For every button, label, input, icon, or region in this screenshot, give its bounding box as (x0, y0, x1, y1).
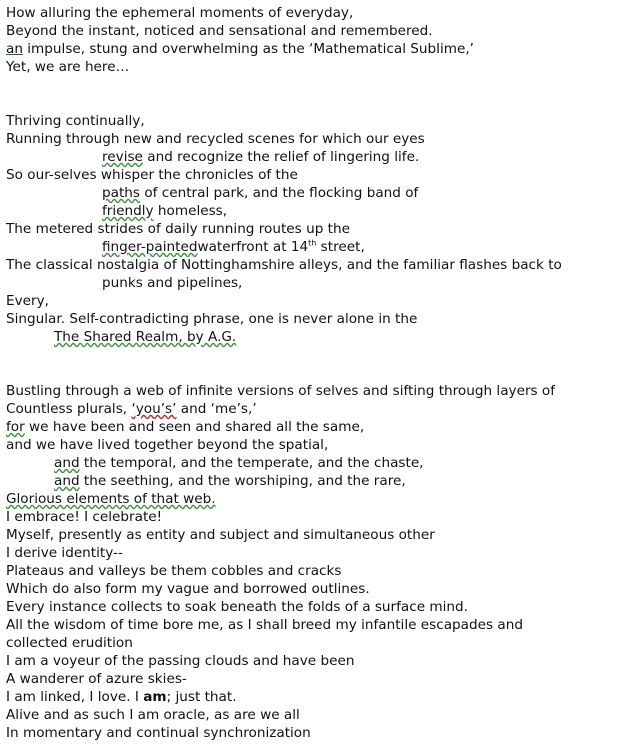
line-text: The classical nostalgia of Nottinghamshire alleys, and the familiar flashes back to (6, 257, 562, 273)
line-text: Thriving continually, (6, 113, 145, 129)
poem-line (6, 598, 468, 616)
poem-line (6, 58, 129, 76)
underlined-word: and (54, 473, 80, 489)
line-text: Bustling through a web of infinite versions of selves and sifting through layers of (6, 383, 556, 399)
line-text: punks and pipelines, (102, 275, 243, 291)
line-text: impulse, stung and overwhelming as the ‘Mathematical Sublime,’ (22, 41, 474, 57)
emphasized-word: am (143, 689, 167, 705)
line-text: A wanderer of azure skies- (6, 671, 187, 687)
poem-line (6, 634, 133, 652)
underlined-word: friendly (102, 203, 154, 219)
line-text: I am linked, I love. I (6, 689, 144, 705)
poem-line (6, 652, 354, 670)
poem-line (102, 238, 365, 256)
underlined-word: paths (102, 185, 140, 201)
poem-line (6, 490, 216, 508)
poem-line (6, 166, 298, 184)
poem-line (6, 220, 350, 238)
line-text: Singular. Self-contradicting phrase, one is never alone in the (6, 311, 418, 327)
line-text: of central park, and the flocking band of (140, 185, 419, 201)
line-text: How alluring the ephemeral moments of everyday, (6, 5, 354, 21)
poem-line (6, 22, 433, 40)
underlined-word: finger-painted (102, 239, 198, 255)
underlined-word: revise (102, 149, 143, 165)
line-text: Running through new and recycled scenes for which our eyes (6, 131, 425, 147)
poem-line (6, 616, 523, 634)
poem-line (6, 292, 49, 310)
line-text: and recognize the relief of lingering life. (142, 149, 420, 165)
poem-line (6, 4, 353, 22)
signature-line: The Shared Realm, by A.G. (54, 329, 237, 345)
poem-line (6, 310, 417, 328)
superscript: th (308, 238, 317, 248)
line-text: and we have lived together beyond the spatial, (6, 437, 329, 453)
poem-line (6, 526, 435, 544)
line-text: the seething, and the worshiping, and the rare, (79, 473, 406, 489)
line-text: Every, (6, 293, 49, 309)
line-text: collected erudition (6, 635, 133, 651)
line-text: Yet, we are here… (6, 59, 130, 75)
line-text: All the wisdom of time bore me, as I shall breed my infantile escapades and (6, 617, 523, 633)
underlined-word: an (6, 41, 23, 57)
line-text: Plateaus and valleys be them cobbles and cracks (6, 563, 342, 579)
poem-line (6, 706, 300, 724)
poem-line (102, 148, 419, 166)
poem-line (6, 688, 237, 706)
poem-line (6, 40, 474, 58)
poem-line (6, 580, 370, 598)
line-text: So our-selves whisper the chronicles of the (6, 167, 298, 183)
poem-line (6, 112, 145, 130)
line-text: I embrace! I celebrate! (6, 509, 163, 525)
poem-line (54, 454, 424, 472)
underlined-word: ‘you’s’ (131, 401, 177, 417)
line-text: Beyond the instant, noticed and sensational and remembered. (6, 23, 433, 39)
poem-line (6, 130, 425, 148)
line-text: Countless plurals, (6, 401, 132, 417)
poem-line (6, 724, 311, 742)
poem-line (6, 418, 364, 436)
poem-line (54, 472, 406, 490)
line-text: and ‘me’s,’ (176, 401, 257, 417)
line-text: ; just that. (166, 689, 237, 705)
poem-line (54, 328, 236, 346)
line-text: homeless, (153, 203, 228, 219)
line-text: Every instance collects to soak beneath the folds of a surface mind. (6, 599, 468, 615)
poem-line (6, 436, 328, 454)
poem-line (6, 400, 257, 418)
poem-line (6, 562, 341, 580)
poem-line (6, 544, 123, 562)
underlined-word: for (6, 419, 25, 435)
underlined-word: and (54, 455, 80, 471)
line-text: I am a voyeur of the passing clouds and have been (6, 653, 355, 669)
poem-line (102, 274, 242, 292)
line-text: I derive identity-- (6, 545, 123, 561)
poem-line (6, 256, 562, 274)
poem-line (102, 202, 227, 220)
line-text: Which do also form my vague and borrowed outlines. (6, 581, 370, 597)
line-text: The metered strides of daily running routes up the (6, 221, 350, 237)
poem-line (6, 508, 162, 526)
line-text: waterfront at 14 (197, 239, 309, 255)
line-text: street, (316, 239, 365, 255)
line-text: the temporal, and the temperate, and the chaste, (79, 455, 424, 471)
line-text: Alive and as such I am oracle, as are we all (6, 707, 300, 723)
poem-line (6, 382, 555, 400)
line-text: Myself, presently as entity and subject and simultaneous other (6, 527, 435, 543)
line-text: In momentary and continual synchronization (6, 725, 311, 741)
line-text: we have been and seen and shared all the same, (24, 419, 365, 435)
poem-line (6, 670, 187, 688)
poem-line (102, 184, 418, 202)
underlined-phrase: Glorious elements of that web. (6, 491, 216, 507)
